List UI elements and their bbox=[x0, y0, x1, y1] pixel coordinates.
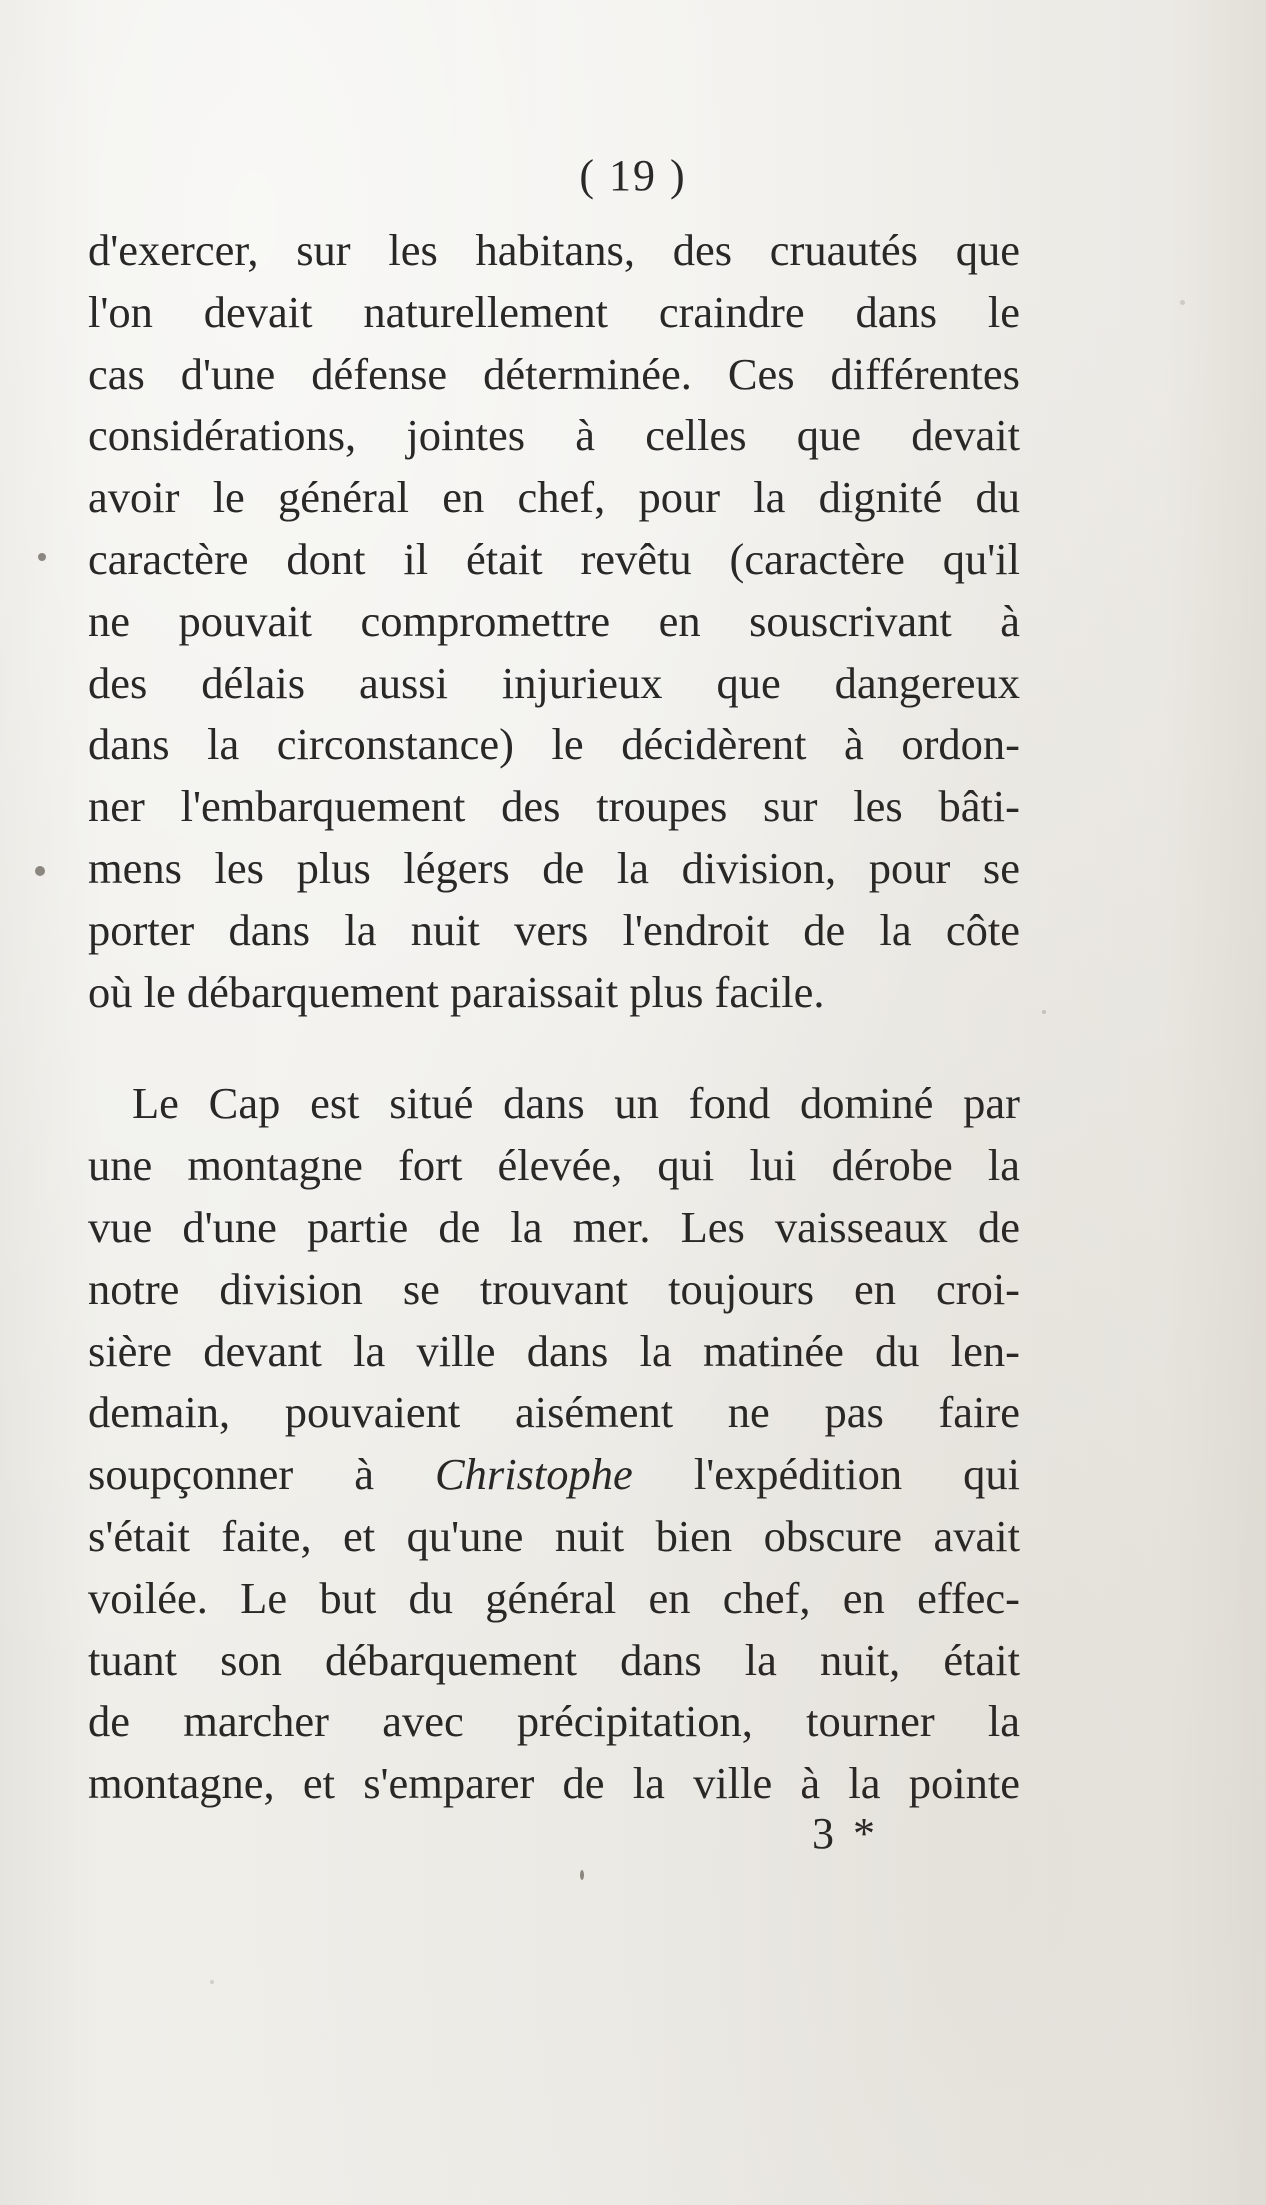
text-line: tuant son débarquement dans la nuit, était bbox=[88, 1634, 1020, 1685]
paragraph-2 bbox=[88, 1073, 1020, 1815]
text-line: des délais aussi injurieux que dangereux bbox=[88, 657, 1020, 708]
text-line: ner l'embarquement des troupes sur les bâti- bbox=[88, 781, 1020, 832]
text-segment: soupçonner à bbox=[88, 1449, 435, 1500]
text-line: d'exercer, sur les habitans, des cruautés que bbox=[88, 225, 1020, 275]
text-line: avoir le général en chef, pour la dignité du bbox=[88, 472, 1020, 523]
text-line: de marcher avec précipitation, tourner la bbox=[88, 1696, 1020, 1747]
text-line: une montagne fort élevée, qui lui dérobe la bbox=[88, 1140, 1020, 1191]
text-line: s'était faite, et qu'une nuit bien obscure avait bbox=[88, 1510, 1020, 1561]
text-line: où le débarquement paraissait plus facile. bbox=[88, 966, 825, 1017]
body-text bbox=[88, 220, 1020, 1815]
text-line: voilée. Le but du général en chef, en effec- bbox=[88, 1572, 1020, 1623]
text-line: caractère dont il était revêtu (caractère qu'il bbox=[88, 533, 1020, 584]
text-line: montagne, et s'emparer de la ville à la pointe bbox=[88, 1758, 1020, 1809]
page-number: ( 19 ) bbox=[579, 151, 687, 200]
text-line: Le Cap est situé dans un fond dominé par bbox=[132, 1078, 1020, 1129]
text-line: ne pouvait compromettre en souscrivant à bbox=[88, 595, 1020, 646]
text-segment: l'expédition qui bbox=[632, 1449, 1020, 1500]
text-line: cas d'une défense déterminée. Ces différentes bbox=[88, 348, 1020, 399]
italic-name: Christophe bbox=[435, 1449, 633, 1500]
text-line: considérations, jointes à celles que devait bbox=[88, 410, 1020, 461]
text-line: l'on devait naturellement craindre dans le bbox=[88, 286, 1020, 337]
text-line: vue d'une partie de la mer. Les vaisseaux de bbox=[88, 1201, 1020, 1252]
paragraph-1 bbox=[88, 220, 1020, 1023]
text-line-with-italic bbox=[88, 1444, 1020, 1506]
signature-mark: 3 * bbox=[812, 1809, 879, 1858]
text-line: notre division se trouvant toujours en croi- bbox=[88, 1263, 1020, 1314]
text-line: demain, pouvaient aisément ne pas faire bbox=[88, 1387, 1020, 1438]
text-line: dans la circonstance) le décidèrent à ordon- bbox=[88, 719, 1020, 770]
text-line: mens les plus légers de la division, pour se bbox=[88, 842, 1020, 893]
text-line: sière devant la ville dans la matinée du len- bbox=[88, 1325, 1020, 1376]
text-line: porter dans la nuit vers l'endroit de la côte bbox=[88, 904, 1020, 955]
